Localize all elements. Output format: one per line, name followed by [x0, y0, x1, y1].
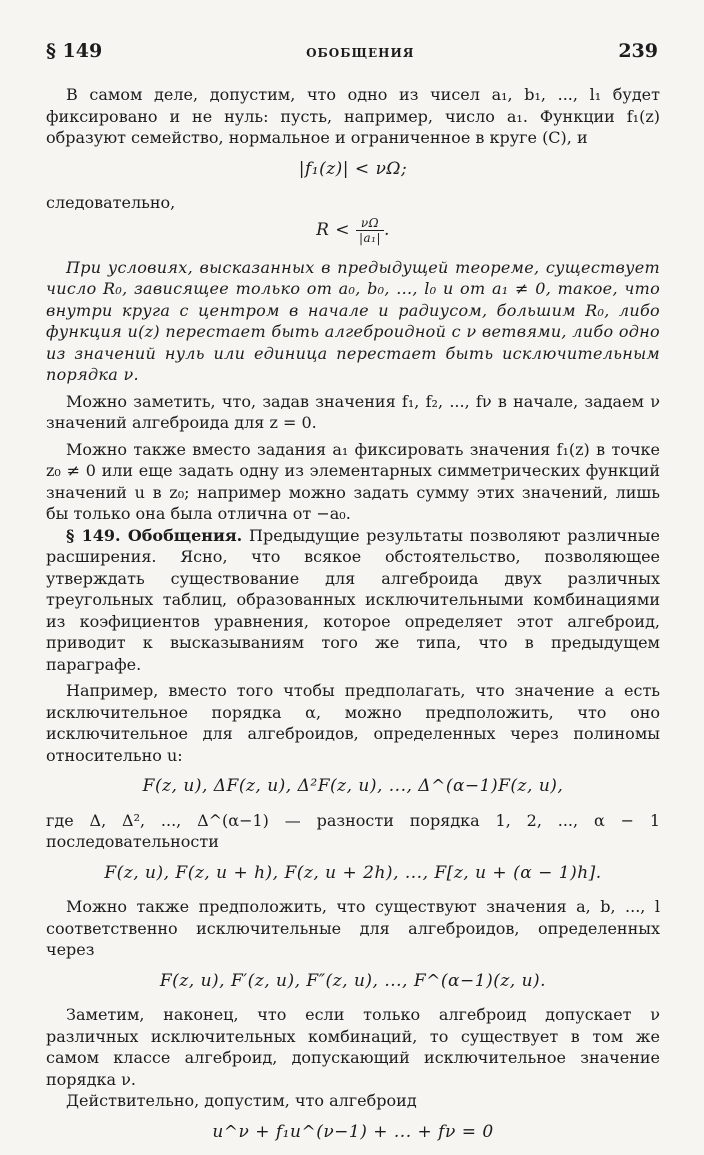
running-title: ОБОБЩЕНИЯ — [306, 46, 415, 60]
paragraph-6: Например, вместо того чтобы предполагать, что значение a есть исключительное порядка α, можно предположить, что оно исключительное для алгеброидов, определенных через полиномы относительно u: — [46, 681, 660, 765]
formula-3: F(z, u), ΔF(z, u), Δ²F(z, u), ..., Δ^(α−1)F(z, u), — [142, 776, 564, 796]
section-heading: § 149. Обобщения. — [66, 525, 243, 545]
paragraph-8: Можно также предположить, что существуют значения a, b, ..., l соответственно исключительные для алгеброидов, определенных через — [46, 897, 660, 959]
section-number: § 149 — [46, 40, 103, 62]
paragraph-1: В самом деле, допустим, что одно из чисел a₁, b₁, ..., l₁ будет фиксировано и не нуль: пусть, например, число a₁. Функции f₁(z) образуют семейство, нормальное и ограниченное в круге (C), и — [46, 85, 660, 147]
formula-5: F(z, u), F′(z, u), F″(z, u), ..., F^(α−1)(z, u). — [159, 970, 547, 991]
paragraph-2: следовательно, — [46, 193, 176, 212]
paragraph-7: где Δ, Δ², ..., Δ^(α−1) — разности порядка 1, 2, ..., α − 1 последовательности — [46, 810, 660, 851]
running-head — [46, 40, 658, 62]
paragraph-3: Можно заметить, что, задав значения f₁, f₂, ..., fν в начале, задаем ν значений алгеброида для z = 0. — [46, 391, 660, 432]
paragraph-4: Можно также вместо задания a₁ фиксировать значения f₁(z) в точке z₀ ≠ 0 или еще задать одну из элементарных симметрических функций значений u в z₀; например можно задать сумму этих значений, лишь бы только она была отлична от −a₀. — [46, 439, 660, 523]
formula-2-denominator: |a₁| — [358, 230, 381, 245]
formula-4: F(z, u), F(z, u + h), F(z, u + 2h), ..., F[z, u + (α − 1)h]. — [104, 862, 602, 883]
paragraph-5 — [46, 525, 660, 676]
paragraph-9: Заметим, наконец, что если только алгеброид допускает ν различных исключительных комбинаций, то существует в том же самом классе алгеброид, допускающий исключительное значение порядка ν. — [46, 1005, 660, 1089]
formula-6: u^ν + f₁u^(ν−1) + ... + fν = 0 — [212, 1121, 494, 1142]
formula-2-lhs: R < — [316, 219, 351, 240]
theorem-statement: При условиях, высказанных в предыдущей теореме, существует число R₀, зависящее только от a₀, b₀, ..., l₀ и от a₁ ≠ 0, такое, что внутри круга с центром в начале и радиусом, большим R₀, либо функция u(z) перестает быть алгеброидной с ν ветвями, либо одно из значений нуль или единица перестает быть исключительным порядка ν. — [46, 257, 660, 384]
formula-2-numerator: νΩ — [356, 216, 384, 231]
page-body — [46, 84, 660, 1155]
formula-2 — [46, 216, 660, 245]
paragraph-10: Действительно, допустим, что алгеброид — [66, 1091, 417, 1110]
page-number: 239 — [618, 40, 658, 62]
formula-2-fraction — [356, 216, 384, 245]
formula-1: |f₁(z)| < νΩ; — [298, 158, 408, 179]
paragraph-5-text: Предыдущие результаты позволяют различные расширения. Ясно, что всякое обстоятельство, позволяющее утверждать существование для алгеброида двух различных треугольных таблиц, образованных исключительными комбинациями из коэфициентов уравнения, которое определяет этот алгеброид, приводит к высказываниям того же типа, что в предыдущем параграфе. — [46, 525, 661, 674]
formula-2-end: . — [384, 219, 390, 240]
